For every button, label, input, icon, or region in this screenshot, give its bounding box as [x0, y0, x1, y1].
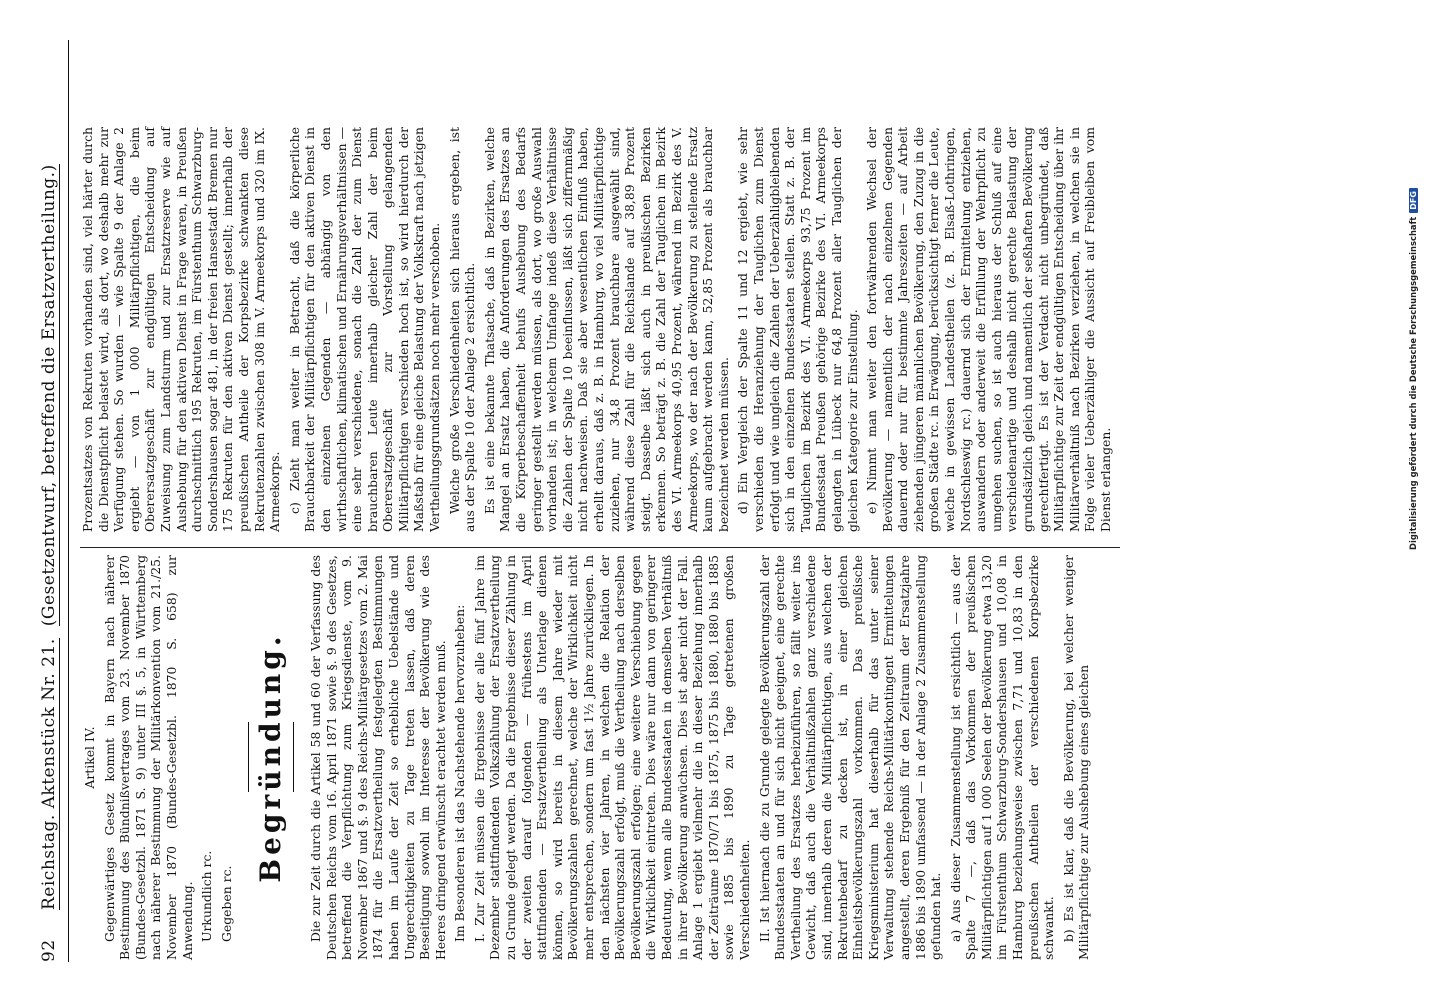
paragraph: a) Aus dieser Zusammenstellung ist ersichtlich — aus der Spalte 7 —, daß das Vorkommen der preußischen Militärpflichtigen auf 1 000 Seelen der Bevölkerung etwa 13,20 im Fürstenthum Schwarzburg-Sondershausen und 10,08 in Hamburg beziehungsweise zwischen 7,71 und 10,83 in den preußischen Antheilen der verschiedenen Korpsbezirke schwankt.: [947, 555, 1057, 960]
closing-line: Gegeben rc.: [218, 865, 234, 942]
paragraph: Im Besonderen ist das Nachstehende hervorzuheben:: [452, 604, 468, 942]
closing-line: Urkundlich rc.: [199, 850, 215, 942]
paragraph: Welche große Verschiedenheiten sich hieraus ergeben, ist aus der Spalte 10 der Anlage 2 ersichtlich.: [446, 127, 478, 532]
paragraph: b) Es ist klar, daß die Bevölkerung, bei welcher weniger Militärpflichtige zur Aushebung eines gleichen: [1060, 555, 1092, 960]
section-divider: [248, 723, 249, 793]
section-divider: [293, 723, 294, 793]
header-subtitle: (Gesetzentwurf, betreffend die Ersatzvertheilung.): [38, 164, 59, 627]
page-number: 92: [39, 939, 59, 962]
left-column: [80, 555, 1096, 960]
paragraph: Die zur Zeit durch die Artikel 58 und 60 der Verfassung des Deutschen Reichs vom 16. April 1871 sowie §. 9 des Gesetzes, betreffend die Verpflichtung zum Kriegsdienste, vom 9. November 1867 und §. 9 des Reichs-Militärgesetzes vom 2. Mai 1874 für die Ersatzvertheilung festgelegten Bestimmungen haben im Laufe der Zeit so erhebliche Uebelstände und Ungerechtigkeiten zu Tage treten lassen, daß deren Beseitigung sowohl im Interesse der Bevölkerung wie des Heeres dringend erwünscht erachtet werden muß.: [307, 555, 448, 960]
paragraph: I. Zur Zeit müssen die Ergebnisse der alle fünf Jahre im Dezember stattfindenden Volkszählung der Ersatzvertheilung zu Grunde gelegt werden. Da die Ergebnisse dieser Zählung in der zweiten darauf folgenden — frühestens im April stattfindenden — Ersatzvertheilung als Unterlage dienen können, so wird bereits in diesem Jahre wieder mit Bevölkerungszahlen gerechnet, welche der Wirklichkeit nicht mehr entsprechen, sondern um fast 1½ Jahre zurückliegen. In den nächsten vier Jahren, in welchen die Relation der Bevölkerungszahl erfolgt, muß die Vertheilung nach derselben Bevölkerungszahl erfolgen; eine weitere Verschiebung gegen die Wirklichkeit eintreten. Dies wäre nur dann von geringerer Bedeutung, wenn alle Bundesstaaten in demselben Verhältniß in ihrer Bevölkerung anwüchsen. Dies ist aber nicht der Fall. Anlage 1 ergiebt vielmehr die in dieser Beziehung innerhalb der Zeiträume 1870/71 bis 1875, 1875 bis 1880, 1880 bis 1885 sowie 1885 bis 1890 zu Tage getretenen großen Verschiedenheiten.: [471, 555, 752, 960]
article-title: Artikel IV.: [82, 726, 97, 789]
article-text: Gegenwärtiges Gesetz kommt in Bayern nach näherer Bestimmung des Bündnißvertrages vom 23. November 1870 (Bundes-Gesetzbl. 1871 S. 9) unter III §. 5, in Württemberg nach näherer Bestimmung der Militärkonvention vom 21./25. November 1870 (Bundes-Gesetzbl. 1870 S. 658) zur Anwendung.: [101, 555, 195, 960]
column-divider: [80, 547, 1120, 548]
paragraph: d) Ein Vergleich der Spalte 11 und 12 ergiebt, wie sehr verschieden die Heranziehung der Tauglichen zum Dienst erfolgt und wie ungleich die Zahlen der Ueberzähligbleibenden sich in den einzelnen Bundesstaaten stellen. Statt z. B. der Tauglichen im Bezirk des VI. Armeekorps 93,75 Prozent im Bundesstaat Preußen gehörige Bezirke des VI. Armeekorps gelangten in Lübeck nur 64,8 Prozent aller Tauglichen der gleichen Kategorie zur Einstellung.: [735, 127, 860, 532]
paragraph: Prozentsatzes von Rekruten vorhanden sind, viel härter durch die Dienstpflicht belastet wird, als dort, wo deshalb mehr zur Verfügung stehen. So wurden — wie Spalte 9 der Anlage 2 ergiebt — von 1 000 Militärpflichtigen, die beim Oberersatzgeschäft zur endgültigen Entscheidung auf Zuweisung zum Landsturm und zur Ersatzreserve wie auf Aushebung für den aktiven Dienst in Frage waren, in Preußen durchschnittlich 195 Rekruten, im Fürstenthum Schwarzburg-Sondershausen sogar 481, in der freien Hansestadt Bremen nur 175 Rekruten für den aktiven Dienst gestellt; innerhalb der preußischen Antheile der Korpsbezirke schwankten diese Rekrutenzahlen zwischen 308 im V. Armeekorps und 320 im IX. Armeekorps.: [80, 127, 283, 532]
digitization-credit: [1408, 0, 1418, 550]
paragraph: e) Nimmt man weiter den fortwährenden Wechsel der Bevölkerung — namentlich der nach einzelnen Gegenden dauernd oder nur für bestimmte Jahreszeiten — auf Arbeit ziehenden jüngeren männlichen Bevölkerung, den Zuzug in die großen Städte rc. in Erwägung, berücksichtigt ferner die Leute, welche in gewissen Landestheilen (z. B. Elsaß-Lothringen, Nordschleswig rc.) dauernd sich der Ermittelung entziehen, auswandern oder anderweit die Erfüllung der Wehrpflicht zu umgehen suchen, so ist auch hieraus der Schluß auf eine verschiedenartige und deshalb nicht gerechte Belastung der grundsätzlich gleich und namentlich der seßhaften Bevölkerung gerechtfertigt. Es ist der Verdacht nicht unbegründet, daß Militärpflichtige zur Zeit der endgültigen Entscheidung über ihr Militärverhältniß nach Bezirken verziehen, in welchen sie in Folge vieler Ueberzähliger die Aussicht auf Freibleiben vom Dienst erlangen.: [864, 127, 1113, 532]
paragraph: II. Ist hiernach die zu Grunde gelegte Bevölkerungszahl der Bundesstaaten an und für sich nicht geeignet, eine gerechte Vertheilung des Ersatzes herbeizuführen, so fällt weiter ins Gewicht, daß auch die Verhältnißzahlen ganz verschiedene sind, innerhalb deren die Militärpflichtigen, aus welchen der Rekrutenbedarf zu decken ist, in einer gleichen Einheitsbevölkerungszahl vorkommen. Das preußische Kriegsministerium hat dieserhalb für das unter seiner Verwaltung stehende Reichs-Militärkontingent Ermittelungen angestellt, deren Ergebniß für den Zeitraum der Ersatzjahre 1886 bis 1890 umfassend — in der Anlage 2 Zusammenstellung gefunden hat.: [756, 555, 944, 960]
header-rule: [68, 40, 69, 962]
running-header: [36, 40, 62, 962]
paragraph: Es ist eine bekannte Thatsache, daß in Bezirken, welche Mangel an Ersatz haben, die Anforderungen des Ersatzes an die Körperbeschaffenheit behufs Aushebung des Bedarfs geringer gestellt werden müssen, als dort, wo große Auswahl vorhanden ist; in welchem Umfange indeß diese Verhältnisse die Zahlen der Spalte 10 beeinflussen, läßt sich ziffernmäßig nicht nachweisen. Daß sie aber wesentlichen Einfluß haben, erhellt daraus, daß z. B. in Hamburg, wo viel Militärpflichtige zuziehen, nur 34,8 Prozent brauchbare ausgewählt sind, während diese Zahl für die Reichslande auf 38,89 Prozent steigt. Dasselbe läßt sich auch in preußischen Bezirken erkennen. So beträgt z. B. die Zahl der Tauglichen im Bezirk des VI. Armeekorps 40,95 Prozent, während im Bezirk des V. Armeekorps, wo der nach der Bevölkerung zu stellende Ersatz kaum aufgebracht werden kann, 52,85 Prozent als brauchbar bezeichnet werden müssen.: [481, 127, 731, 532]
section-heading: Begründung.: [254, 632, 288, 883]
header-title: Reichstag. Aktenstück Nr. 21.: [38, 638, 59, 910]
paragraph: c) Zieht man weiter in Betracht, daß die körperliche Brauchbarkeit der Militärpflichtigen für den aktiven Dienst in den einzelnen Gegenden — abhängig von den wirthschaftlichen, klimatischen und Ernährungsverhältnissen — eine sehr verschiedene, sonach die Zahl der zum Dienst brauchbaren Leute innerhalb gleicher Zahl der beim Oberersatzgeschäft zur Vorstellung gelangenden Militärpflichtigen verschieden hoch ist, so wird hierdurch der Maßstab für eine gleiche Belastung der Volkskraft nach jetzigen Vertheilungsgrundsätzen noch mehr verschoben.: [286, 127, 443, 532]
credit-text: Digitalisierung gefördert durch die Deutsche Forschungsgemeinschaft: [1408, 216, 1418, 550]
dfg-logo: DFG: [1409, 188, 1418, 213]
right-column: [80, 127, 1118, 532]
